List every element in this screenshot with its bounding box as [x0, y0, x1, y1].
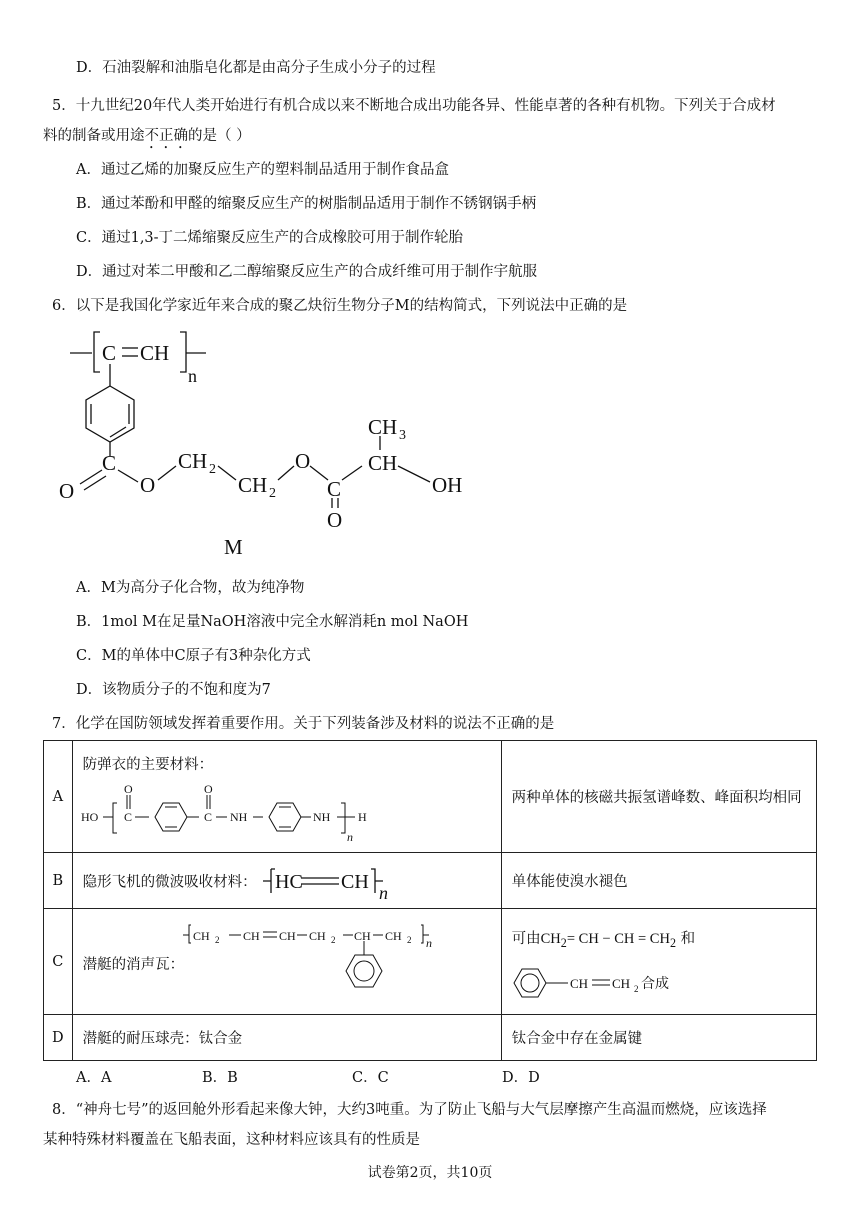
- q6-option-c: C．M的单体中C原子有3种杂化方式: [76, 648, 311, 664]
- q5-option-c: C．通过1,3-丁二烯缩聚反应生产的合成橡胶可用于制作轮胎: [76, 230, 464, 246]
- q7c-ch2a: CH: [192, 929, 210, 943]
- q7c-sty-suffix: 合成: [640, 977, 669, 992]
- q6-atom-ch3: CH: [368, 415, 398, 439]
- q7c-n: n: [425, 936, 432, 950]
- q7-row-b: [44, 853, 817, 909]
- q7c-s2: 2: [330, 935, 336, 945]
- q7c-statement-line1: [512, 927, 695, 951]
- q5-option-b: B．通过苯酚和甲醛的缩聚反应生产的树脂制品适用于制作不锈钢锅手柄: [76, 196, 537, 212]
- q6-atom-c: C: [102, 341, 117, 365]
- q6-atom-ch: CH: [140, 341, 170, 365]
- q6-stem: 6．以下是我国化学家近年来合成的聚乙炔衍生物分子M的结构简式，下列说法中正确的是: [52, 298, 628, 314]
- q7-row-material: [72, 909, 501, 1015]
- q7-answer-c: C．C: [352, 1070, 389, 1086]
- page-footer: 试卷第2页，共10页: [367, 1165, 493, 1181]
- q7c-ch3: CH: [353, 929, 371, 943]
- q7b-n: n: [379, 882, 389, 901]
- q6-atom-c3: C: [327, 477, 342, 501]
- q7c-and: 和: [675, 931, 696, 947]
- q7-row-statement: 钛合金中存在金属键: [501, 1015, 816, 1061]
- q7c-bd-s1: 2: [560, 935, 567, 950]
- q5-stem-text-b: 的是（ ）: [188, 128, 251, 144]
- q4-option-d: D．石油裂解和油脂皂化都是由高分子生成小分子的过程: [76, 60, 436, 76]
- q7a-o2: O: [203, 782, 213, 796]
- q7c-bd-b: = CH − CH = CH: [566, 931, 670, 947]
- q7-row-statement: [501, 909, 816, 1015]
- q7a-nh1: NH: [229, 810, 247, 824]
- q5-stem-emphasis: 不正确: [144, 128, 188, 144]
- q6-atom-oh: OH: [432, 473, 463, 497]
- q7a-nh2: NH: [312, 810, 330, 824]
- q5-stem-text-a: 料的制备或用途: [43, 128, 145, 144]
- q7a-o1: O: [123, 782, 133, 796]
- q6-atom-ch2b: CH: [238, 473, 268, 497]
- q7b-hc: HC: [275, 870, 304, 893]
- q7-row-statement: 单体能使溴水褪色: [501, 853, 816, 909]
- q7c-ch2b: CH: [308, 929, 326, 943]
- q7c-s1: 2: [214, 935, 220, 945]
- q7c-ch2: CH: [278, 929, 296, 943]
- q6-atom-c2: C: [102, 451, 117, 475]
- q7-stem: 7．化学在国防领域发挥着重要作用。关于下列装备涉及材料的说法不正确的是: [52, 716, 555, 732]
- q7-row-material: [72, 853, 501, 909]
- q7a-n: n: [346, 830, 353, 844]
- q6-option-a: A．M为高分子化合物，故为纯净物: [76, 580, 305, 596]
- q7-formula-sbr: [183, 913, 473, 1011]
- q6-sub-2a: 2: [209, 462, 216, 477]
- q5-stem-line1: 5．十九世纪20年代人类开始进行有机合成以来不断地合成出功能各异、性能卓著的各种有机物。下列关于合成材: [52, 98, 776, 114]
- q8-stem-line2: 某种特殊材料覆盖在飞船表面，这种材料应该具有的性质是: [43, 1132, 420, 1148]
- q6-structure-m: [50, 320, 490, 570]
- q7c-ch2c: CH: [384, 929, 402, 943]
- q7-answer-a: A．A: [76, 1070, 112, 1086]
- q7c-butadiene: [540, 931, 676, 950]
- q7c-ch1: CH: [242, 929, 260, 943]
- q6-atom-ch4: CH: [368, 451, 398, 475]
- q7-materials-table: [43, 740, 817, 1061]
- q6-atom-o3: O: [295, 449, 311, 473]
- q7c-bd-a: CH: [540, 931, 561, 947]
- q7a-c2: C: [203, 810, 212, 824]
- q7-formula-aramid: [79, 781, 399, 845]
- q8-stem-line1: 8．“神舟七号”的返回舱外形看起来像大钟，大约3吨重。为了防止飞船与大气层摩擦产生高温而燃烧，应该选择: [52, 1102, 767, 1118]
- q6-sub-3: 3: [399, 428, 406, 443]
- q7a-c1: C: [123, 810, 132, 824]
- q7-row-c: [44, 909, 817, 1015]
- q7-row-d: [44, 1015, 817, 1061]
- q5-option-a: A．通过乙烯的加聚反应生产的塑料制品适用于制作食品盒: [76, 162, 449, 178]
- q5-option-d: D．通过对苯二甲酸和乙二醇缩聚反应生产的合成纤维可用于制作宇航服: [76, 264, 538, 280]
- q7-row-label: C: [44, 909, 73, 1015]
- q5-stem-line2: [43, 126, 251, 152]
- q7-answer-d: D．D: [502, 1070, 540, 1086]
- q7-row-label: D: [44, 1015, 73, 1061]
- q7a-h: H: [357, 810, 367, 824]
- q7-answer-b: B．B: [202, 1070, 238, 1086]
- q7-formula-styrene: [510, 965, 710, 1005]
- q6-subscript-n: n: [188, 366, 197, 386]
- q6-atom-ch2a: CH: [178, 449, 208, 473]
- q7-row-a: [44, 741, 817, 853]
- q7b-ch: CH: [341, 870, 370, 893]
- q7-row-label: B: [44, 853, 73, 909]
- q7-row-label: A: [44, 741, 73, 853]
- q7-material-text: 防弹衣的主要材料：: [82, 757, 214, 773]
- q7a-ho: HO: [80, 810, 98, 824]
- q7-row-material: [72, 741, 501, 853]
- q7c-sty-ch: CH: [569, 976, 588, 991]
- q7-row-material: 潜艇的耐压球壳：钛合金: [72, 1015, 501, 1061]
- q7c-sty-s: 2: [633, 984, 639, 994]
- q7c-sty-ch2: CH: [611, 976, 630, 991]
- q7-formula-polyacetylene: [261, 861, 401, 901]
- q6-atom-o4: O: [327, 508, 343, 532]
- q7-row-statement: 两种单体的核磁共振氢谱峰数、峰面积均相同: [501, 741, 816, 853]
- q7-material-text: 隐形飞机的微波吸收材料：: [82, 874, 257, 890]
- q7-material-text: 潜艇的消声瓦：: [82, 957, 185, 973]
- q6-option-d: D．该物质分子的不饱和度为7: [76, 682, 271, 698]
- q6-atom-o1: O: [59, 479, 75, 503]
- q7c-bd-s2: 2: [669, 935, 676, 950]
- q7c-prefix: 可由: [511, 931, 541, 947]
- q6-option-b: B．1mol M在足量NaOH溶液中完全水解消耗n mol NaOH: [76, 614, 469, 630]
- q6-compound-label: M: [224, 535, 243, 559]
- q7c-s3: 2: [406, 935, 412, 945]
- q6-sub-2b: 2: [269, 486, 276, 501]
- q6-atom-o2: O: [140, 473, 156, 497]
